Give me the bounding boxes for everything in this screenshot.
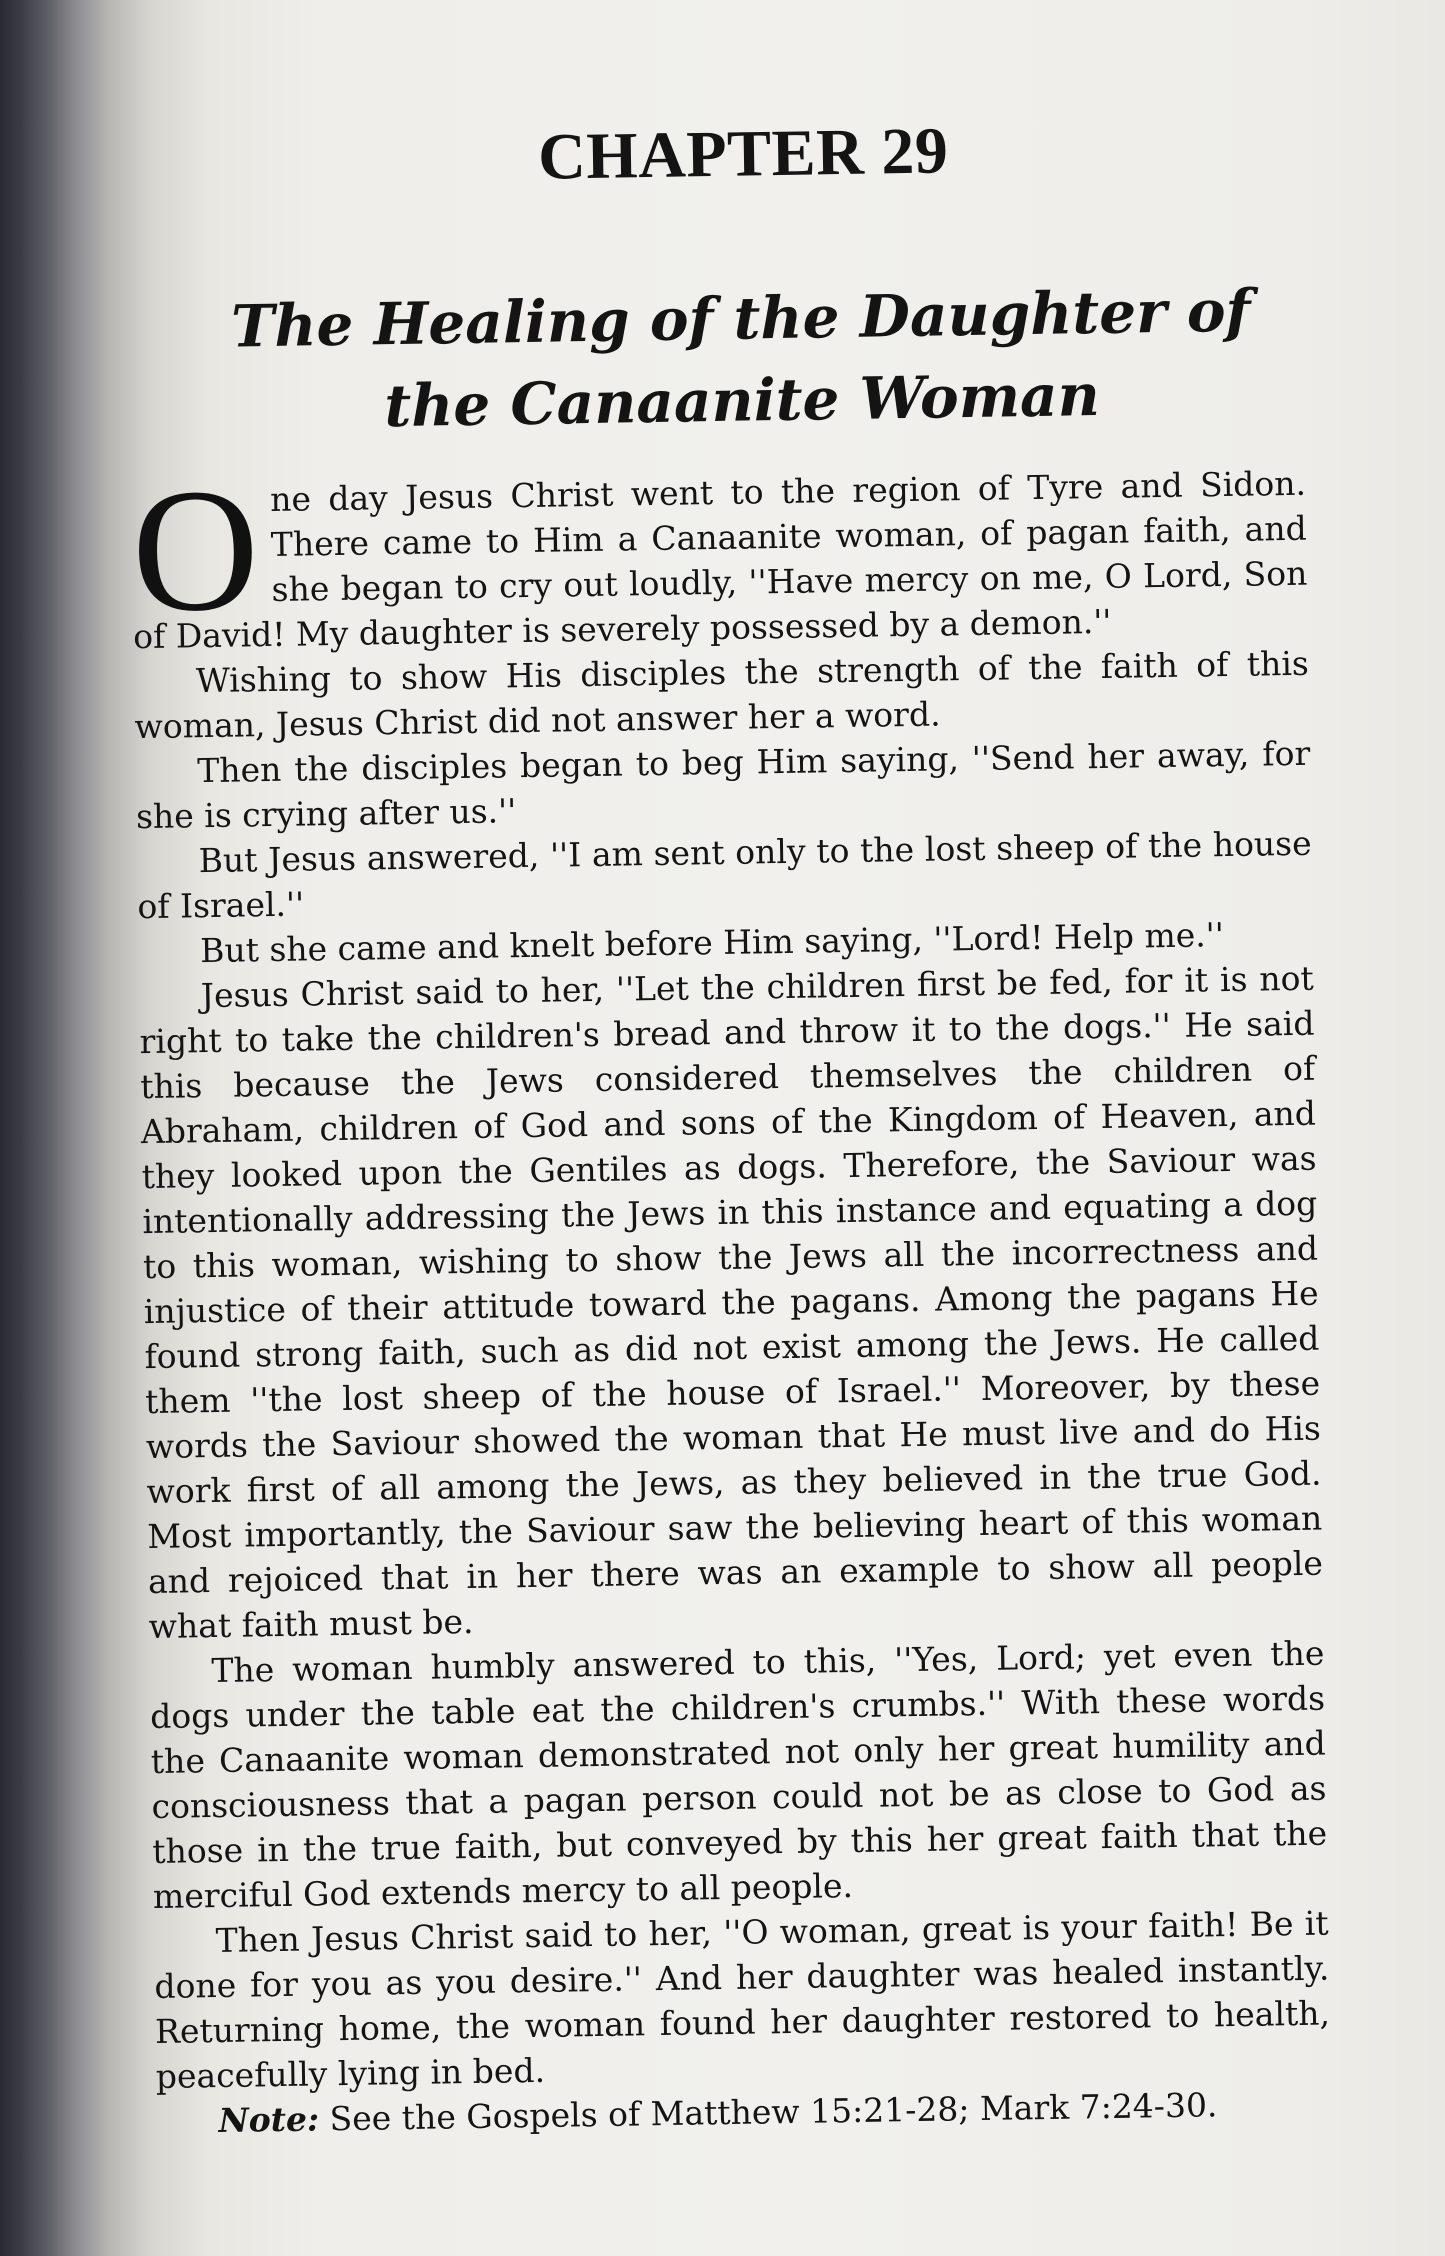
paragraph-4: But Jesus answered, ''I am sent only to the lost sheep of the house of Israel.''	[137, 823, 1312, 927]
paragraph-6: Jesus Christ said to her, ''Let the children first be fed, for it is not right to take the children's bread and throw it to the dogs.'' He said this because the Jews considered themselves the children of Abraham, children of God and sons of the Kingdom of Heaven, and they looked upon the Gentiles as dogs. Therefore, the Saviour was intentionally addressing the Jews in this instance and equating a dog to this woman, wishing to show the Jews all the incorrectness and injustice of their attitude toward the pagans. Among the pagans He found strong faith, such as did not exist among the Jews. He called them ''the lost sheep of the house of Israel.'' Moreover, by these words the Saviour showed the woman that He must live and do His work first of all among the Jews, as they believed in the true God. Most importantly, the Saviour saw the believing heart of this woman and rejoiced that in her there was an example to show all people what faith must be.	[139, 958, 1324, 1647]
page-content	[125, 101, 1332, 2144]
chapter-body	[130, 452, 1332, 2144]
paragraph-2: Wishing to show His disciples the strength of the faith of this woman, Jesus Christ did not answer her a word.	[134, 643, 1310, 747]
chapter-heading: CHAPTER 29	[537, 114, 949, 194]
paragraph-5: But she came and knelt before Him saying, ''Lord! Help me.''	[199, 915, 1225, 971]
note-label: Note:	[218, 2099, 320, 2141]
chapter-title: The Healing of the Daughter of the Canaanite Woman	[230, 276, 1251, 441]
paragraph-1-text: ne day Jesus Christ went to the region of Tyre and Sidon. There came to Him a Canaanite woman, of pagan faith, and she began to cry out loudly, ''Have mercy on me, O Lord, Son of David! My daughter is severely possessed by a demon.''	[132, 463, 1308, 657]
drop-cap: O	[130, 452, 261, 650]
paragraph-3: Then the disciples began to beg Him saying, ''Send her away, for she is crying after us.''	[135, 733, 1311, 837]
paragraph-1	[130, 452, 1309, 659]
note-text: See the Gospels of Matthew 15:21-28; Mark 7:24-30.	[318, 2085, 1218, 2139]
paragraph-8: Then Jesus Christ said to her, ''O woman, great is your faith! Be it done for you as you desire.'' And her daughter was healed instantly. Returning home, the woman found her daughter restored to health, peacefully lying in bed.	[154, 1903, 1331, 2096]
paragraph-7: The woman humbly answered to this, ''Yes, Lord; yet even the dogs under the table eat the children's crumbs.'' With these words the Canaanite woman demonstrated not only her great humility and consciousness that a pagan person could not be as close to God as those in the true faith, but conveyed by this her great faith that the merciful God extends mercy to all people.	[149, 1633, 1328, 1917]
